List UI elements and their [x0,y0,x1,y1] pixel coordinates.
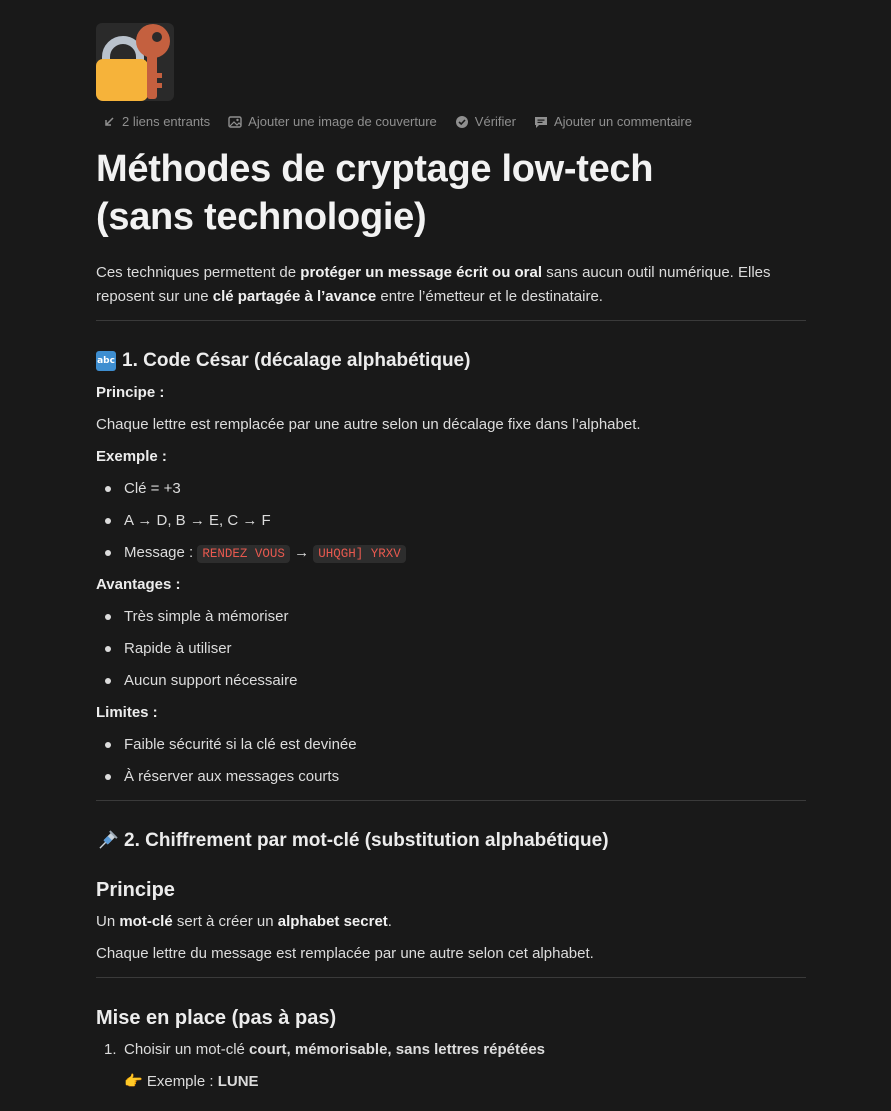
limites-label: Limites : [96,704,158,721]
paragraph-bold: mot-clé [119,913,173,930]
principe-text[interactable]: Chaque lettre est remplacée par une autre selon un décalage fixe dans l’alphabet. [96,416,641,433]
item-number: 1. [104,1041,117,1058]
intro-text: Ces techniques permettent de [96,264,301,281]
bullet-dot [105,486,111,492]
intro-bold: protéger un message écrit ou oral [300,264,543,281]
principe-paragraph-1[interactable] [96,910,806,934]
bullet-dot [105,678,111,684]
paragraph-text: Un [96,913,120,930]
list-item-text [124,541,406,566]
intro-text: entre l’émetteur et le destinataire. [376,288,603,305]
verify-label: Vérifier [474,114,516,129]
list-item-text: Aucun support nécessaire [124,672,298,689]
verify-button[interactable] [455,114,516,129]
principe-label: Principe : [96,384,165,401]
divider [96,800,806,801]
add-comment-label: Ajouter un commentaire [553,114,692,129]
paragraph-text: . [387,913,392,930]
list-item-text: Clé = +3 [124,480,181,497]
example-prefix: 👉 Exemple : [124,1073,218,1090]
bullet-dot [105,646,111,652]
example-value: LUNE [217,1073,259,1090]
abc-icon: abc [96,351,116,371]
principe-heading[interactable]: Principe [96,879,175,901]
numbered-item-text [124,1038,545,1062]
bullet-dot [105,614,111,620]
bullet-dot [105,550,111,556]
paragraph-bold: alphabet secret [277,913,388,930]
item-bold: court, mémorisable, sans lettres répétées [249,1041,546,1058]
add-cover-label: Ajouter une image de couverture [248,114,437,129]
inline-code-cipher: UHQGH] YRXV [313,545,406,563]
comment-icon [534,115,548,129]
intro-text: reposent sur une [96,288,213,305]
section-2-heading[interactable] [96,827,806,855]
inline-code-plain: RENDEZ VOUS [197,545,290,563]
avantages-label: Avantages : [96,576,181,593]
arrow-text: → [294,544,310,561]
backlinks-button[interactable] [102,114,210,129]
bullet-dot [105,518,111,524]
list-item-text: A → D, B → E, C → F [124,512,271,529]
divider [96,977,806,978]
intro-paragraph[interactable] [96,261,806,309]
list-item-text: Très simple à mémoriser [124,608,289,625]
example-text [124,1070,259,1094]
verified-badge-icon [455,115,469,129]
item-text: Choisir un mot-clé [124,1041,250,1058]
divider [96,320,806,321]
image-icon [228,115,242,129]
bullet-dot [105,774,111,780]
list-item-text: Rapide à utiliser [124,640,232,657]
arrow-down-left-icon [102,115,116,129]
principe-paragraph-2[interactable]: Chaque lettre du message est remplacée par une autre selon cet alphabet. [96,945,594,962]
add-cover-button[interactable] [228,114,437,129]
add-comment-button[interactable] [534,114,692,129]
list-item-text: À réserver aux messages courts [124,768,340,785]
message-prefix: Message : [124,544,198,561]
mise-en-place-heading[interactable]: Mise en place (pas à pas) [96,1007,337,1029]
exemple-label: Exemple : [96,448,167,465]
lock-with-key-icon[interactable] [96,23,174,101]
page-title[interactable] [96,145,796,241]
page-actions [102,114,692,129]
paragraph-text: sert à créer un [172,913,278,930]
list-item-text: Faible sécurité si la clé est devinée [124,736,357,753]
section-1-heading-text: 1. Code César (décalage alphabétique) [122,350,471,371]
syringe-icon [96,830,118,852]
section-1-heading[interactable] [96,347,806,375]
backlinks-label: 2 liens entrants [122,114,211,129]
page-title-line-1: Méthodes de cryptage low-tech [96,148,654,190]
bullet-dot [105,742,111,748]
intro-bold: clé partagée à l’avance [212,288,377,305]
intro-text: sans aucun outil numérique. Elles [542,264,771,281]
page-title-line-2: (sans technologie) [96,196,427,238]
section-2-heading-text: 2. Chiffrement par mot-clé (substitution alphabétique) [124,830,609,851]
